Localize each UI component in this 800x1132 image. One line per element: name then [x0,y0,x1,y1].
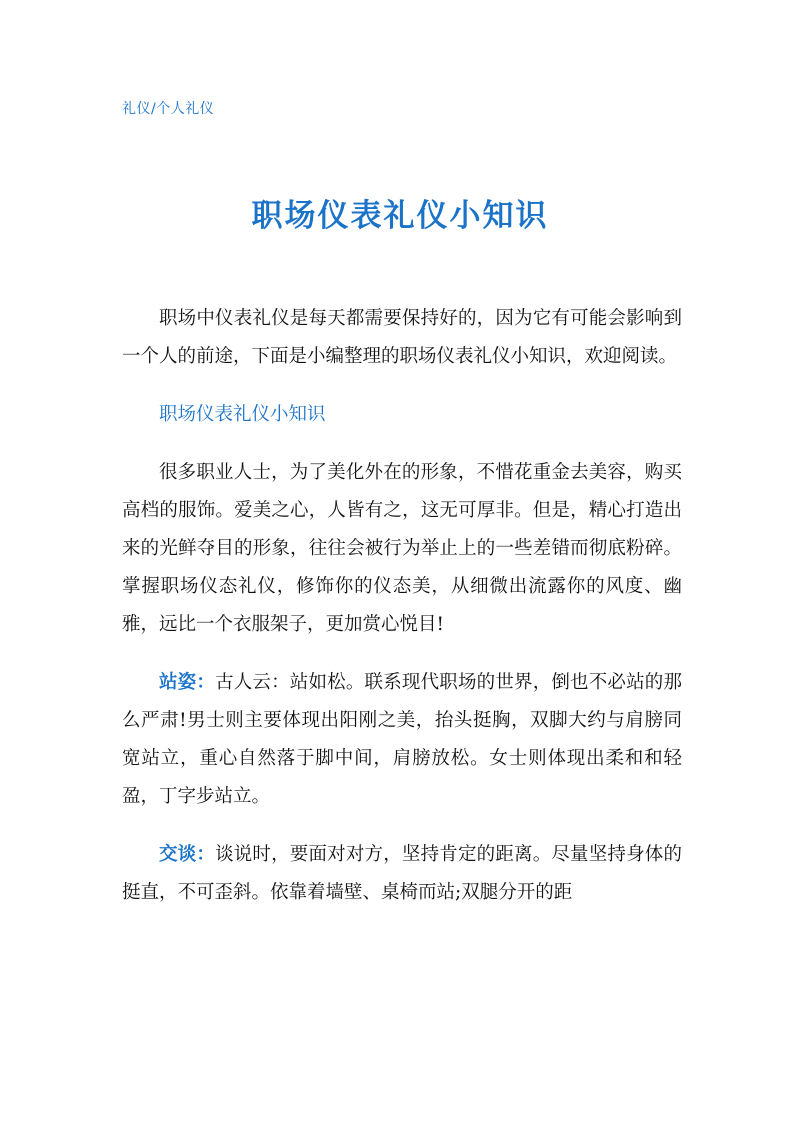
body-paragraph: 很多职业人士，为了美化外在的形象，不惜花重金去美容，购买高档的服饰。爱美之心，人皆有之，这无可厚非。但是，精心打造出来的光鲜夺目的形象，往往会被行为举止上的一些差错而彻底粉碎。掌握职场仪态礼仪，修饰你的仪态美，从细微出流露你的风度、幽雅，远比一个衣服架子，更加赏心悦目! [122,462,682,635]
breadcrumb[interactable]: 礼仪/个人礼仪 [122,101,215,117]
talking-paragraph [122,836,682,912]
article-body [122,300,682,932]
section-heading: 职场仪表礼仪小知识 [159,404,326,425]
standing-label: 站姿： [159,672,216,693]
talking-text: 谈说时，要面对对方，坚持肯定的距离。尽量坚持身体的挺直，不可歪斜。依靠着墙壁、桌椅而站;双腿分开的距 [122,844,682,903]
talking-label: 交谈： [159,844,216,865]
standing-paragraph [122,664,682,816]
page-title: 职场仪表礼仪小知识 [251,198,549,234]
standing-text: 古人云：站如松。联系现代职场的世界，倒也不必站的那么严肃!男士则主要体现出阳刚之美，抬头挺胸，双脚大约与肩膀同宽站立，重心自然落于脚中间，肩膀放松。女士则体现出柔和和轻盈，丁字步站立。 [122,672,682,807]
intro-paragraph: 职场中仪表礼仪是每天都需要保持好的，因为它有可能会影响到一个人的前途，下面是小编整理的职场仪表礼仪小知识，欢迎阅读。 [122,308,682,367]
